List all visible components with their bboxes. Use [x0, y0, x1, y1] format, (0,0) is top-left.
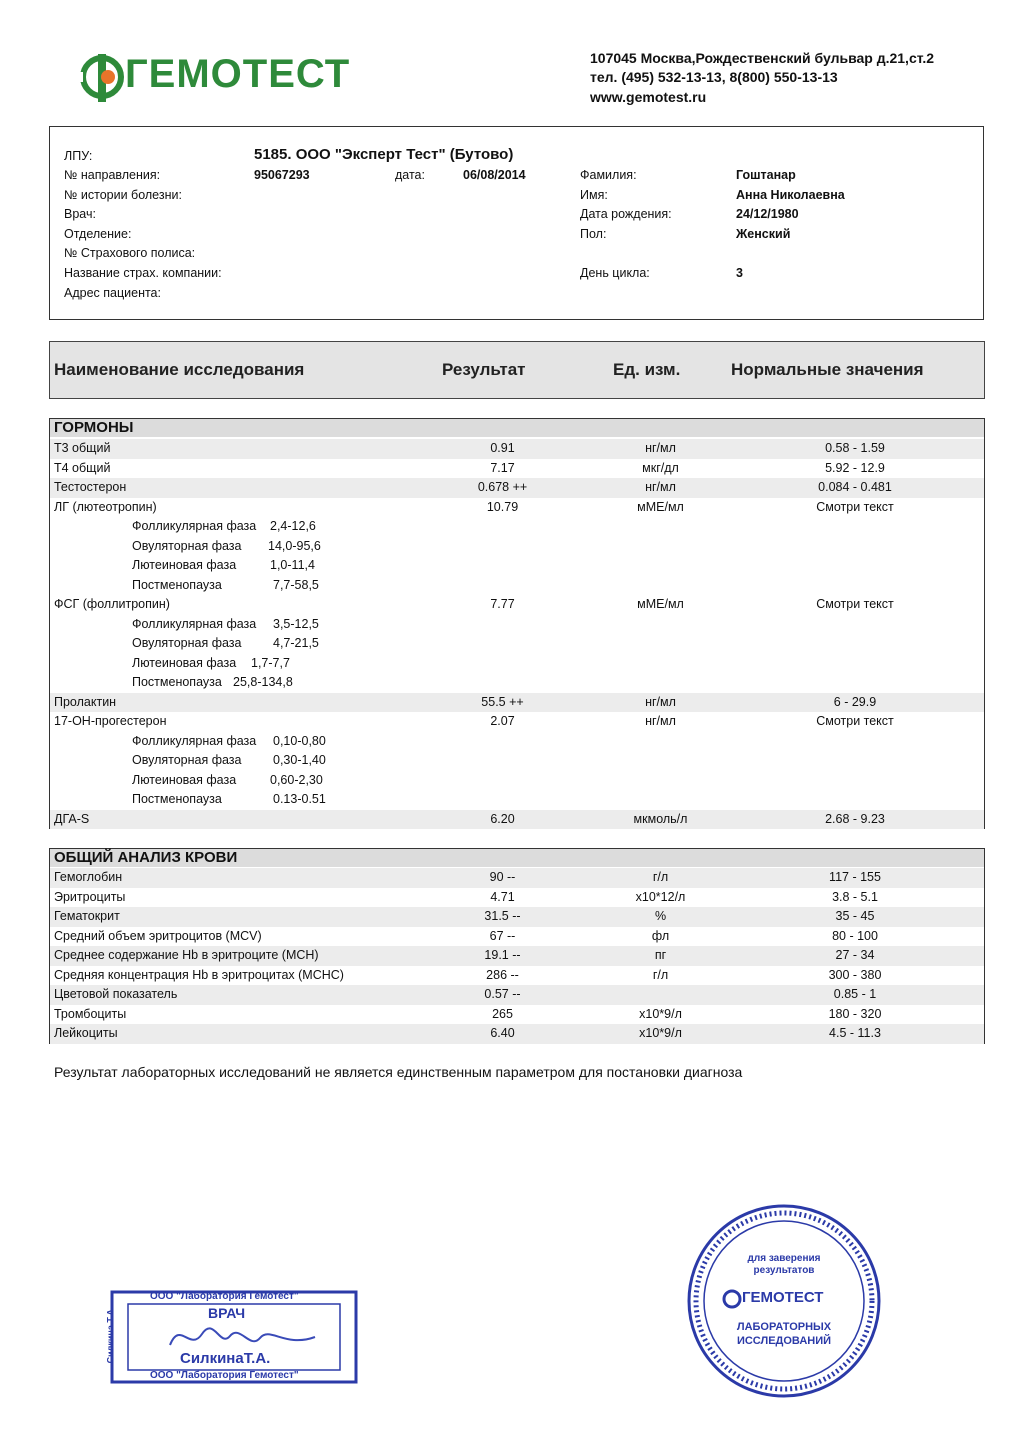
test-unit: фл — [651, 928, 670, 943]
test-result: 2.07 — [490, 714, 515, 728]
test-unit: x10*9/л — [639, 1026, 682, 1040]
sex-label: Пол: — [580, 227, 607, 241]
table-row — [50, 439, 984, 459]
test-norm: 4.5 - 11.3 — [829, 1026, 881, 1040]
round-stamp-bottom-text-2: ИССЛЕДОВАНИЙ — [736, 1335, 832, 1347]
col-norm-header: Нормальные значения — [731, 360, 924, 379]
test-name: 17-OH-прогестерон — [54, 714, 167, 728]
cycle-label: День цикла: — [580, 266, 650, 280]
lab-phone: тел. (495) 532-13-13, 8(800) 550-13-13 — [590, 69, 838, 85]
test-norm: Смотри текст — [816, 597, 894, 611]
table-row — [50, 1005, 984, 1025]
test-name: Лейкоциты — [54, 1026, 118, 1040]
test-norm: 300 - 380 — [828, 967, 882, 982]
test-name: Среднее содержание Hb в эритроците (MCH) — [54, 948, 319, 962]
test-name: Пролактин — [54, 694, 117, 709]
table-row — [50, 907, 984, 927]
table-row — [50, 693, 984, 713]
phase-label: Постменопауза — [132, 792, 222, 806]
test-name: ЛГ (лютеотропин) — [54, 499, 157, 514]
referral-value: 95067293 — [254, 168, 310, 182]
phase-label: Постменопауза — [132, 675, 222, 689]
table-row — [50, 478, 984, 498]
test-name: Эритроциты — [54, 889, 126, 904]
surname-value: Гоштанар — [736, 168, 796, 182]
phase-label: Фолликулярная фаза — [132, 616, 257, 631]
phase-label: Лютеиновая фаза — [132, 772, 237, 787]
test-name: Средняя концентрация Hb в эритроцитах (MCHC) — [54, 967, 344, 982]
test-name: Т3 общий — [54, 441, 111, 455]
phase-range: 0,10-0,80 — [273, 733, 326, 748]
test-unit: % — [654, 909, 667, 923]
stamp-title: ВРАЧ — [208, 1305, 246, 1321]
table-row — [50, 888, 984, 908]
test-unit: г/л — [652, 870, 669, 884]
table-row — [50, 810, 984, 830]
test-norm: 5.92 - 12.9 — [825, 460, 885, 475]
hormones-title: ГОРМОНЫ — [50, 419, 984, 437]
test-norm: Смотри текст — [816, 714, 894, 728]
test-norm: 0.084 - 0.481 — [818, 480, 892, 494]
test-norm: 117 - 155 — [829, 870, 881, 884]
test-norm: 27 - 34 — [835, 948, 875, 962]
phase-range: 1,0-11,4 — [270, 558, 315, 572]
test-result: 10.79 — [486, 499, 519, 514]
stamp-side-text: Силкина Т.А. — [105, 1306, 116, 1364]
phase-range: 4,7-21,5 — [273, 636, 319, 650]
test-result: 0.57 -- — [484, 987, 521, 1001]
test-result: 6.40 — [490, 1026, 515, 1040]
test-norm: 3.8 - 5.1 — [832, 889, 878, 904]
test-norm: 6 - 29.9 — [833, 694, 877, 709]
table-row — [50, 595, 984, 615]
surname-label: Фамилия: — [580, 168, 637, 182]
insurer-label: Название страх. компании: — [64, 266, 222, 280]
test-norm: 0.85 - 1 — [833, 987, 877, 1001]
test-name: Тестостерон — [54, 480, 127, 494]
lpu-value: 5185. ООО "Эксперт Тест" (Бутово) — [254, 146, 514, 163]
test-unit: мкмоль/л — [633, 811, 688, 826]
phase-label: Овуляторная фаза — [132, 636, 242, 650]
phase-range: 0,30-1,40 — [273, 753, 326, 767]
phase-label: Фолликулярная фаза — [132, 519, 257, 533]
policy-label: № Страхового полиса: — [64, 246, 196, 260]
cycle-value: 3 — [736, 266, 743, 280]
phase-range: 0.13-0.51 — [273, 792, 326, 806]
phase-label: Фолликулярная фаза — [132, 733, 257, 748]
phase-label: Лютеиновая фаза — [132, 558, 237, 572]
test-unit: нг/мл — [645, 714, 676, 728]
test-result: 0.678 ++ — [477, 480, 528, 494]
col-unit-header: Ед. изм. — [613, 360, 681, 379]
test-result: 7.77 — [490, 597, 515, 611]
department-label: Отделение: — [64, 227, 132, 241]
test-unit: x10*9/л — [639, 1006, 682, 1021]
test-unit: г/л — [652, 967, 669, 982]
table-row — [50, 927, 984, 947]
lab-address: 107045 Москва,Рождественский бульвар д.21,ст.2 — [590, 50, 935, 66]
date-value: 06/08/2014 — [463, 168, 526, 182]
gemotest-logo-icon — [78, 50, 130, 106]
lab-website: www.gemotest.ru — [590, 89, 707, 105]
blood-title: ОБЩИЙ АНАЛИЗ КРОВИ — [50, 849, 984, 867]
phase-range: 0,60-2,30 — [270, 772, 323, 787]
date-label: дата: — [395, 168, 425, 182]
doctor-stamp — [105, 1290, 358, 1384]
test-result: 31.5 -- — [484, 909, 521, 923]
test-norm: 180 - 320 — [828, 1006, 882, 1021]
col-name-header: Наименование исследования — [54, 360, 305, 379]
phase-range: 14,0-95,6 — [268, 538, 321, 553]
phase-label: Лютеиновая фаза — [132, 655, 237, 670]
test-result: 4.71 — [490, 889, 515, 904]
table-row — [50, 966, 984, 986]
table-row — [50, 946, 984, 966]
patient-address-label: Адрес пациента: — [64, 286, 161, 300]
phase-range: 3,5-12,5 — [273, 616, 319, 631]
test-unit: нг/мл — [645, 694, 676, 709]
test-norm: 0.58 - 1.59 — [825, 441, 885, 455]
history-label: № истории болезни: — [64, 188, 182, 202]
test-unit: нг/мл — [645, 441, 676, 455]
phase-range: 2,4-12,6 — [270, 519, 316, 533]
table-row — [50, 712, 984, 732]
col-result-header: Результат — [442, 360, 526, 379]
phase-range: 25,8-134,8 — [233, 675, 293, 689]
test-name: Гемоглобин — [54, 870, 123, 884]
phase-range: 7,7-58,5 — [273, 577, 319, 592]
name-label: Имя: — [580, 188, 608, 202]
test-name: Тромбоциты — [54, 1006, 127, 1021]
lab-round-stamp — [686, 1203, 882, 1399]
disclaimer-text: Результат лабораторных исследований не является единственным параметром для постановки диагноза — [54, 1064, 743, 1080]
test-result: 67 -- — [489, 928, 516, 943]
test-norm: 80 - 100 — [832, 928, 878, 943]
test-result: 7.17 — [490, 460, 515, 475]
blood-section — [49, 848, 985, 1044]
round-stamp-brand: ГЕМОТЕСТ — [742, 1289, 824, 1306]
test-result: 19.1 -- — [484, 948, 521, 962]
test-name: ФСГ (фоллитропин) — [54, 597, 170, 611]
dob-label: Дата рождения: — [580, 207, 672, 221]
phase-label: Постменопауза — [132, 577, 222, 592]
test-result: 286 -- — [486, 967, 519, 982]
lpu-label: ЛПУ: — [64, 149, 93, 163]
test-norm: Смотри текст — [816, 499, 894, 514]
round-stamp-top-text-2: результатов — [753, 1265, 815, 1276]
phase-label: Овуляторная фаза — [132, 753, 242, 767]
round-stamp-bottom-text: ЛАБОРАТОРНЫХ — [736, 1321, 832, 1333]
test-unit: мМЕ/мл — [637, 499, 684, 514]
patient-info-box — [49, 126, 984, 320]
test-name: Гематокрит — [54, 909, 120, 923]
test-result: 265 — [492, 1006, 513, 1021]
stamp-name: СилкинаТ.А. — [180, 1350, 271, 1367]
test-name: Средний объем эритроцитов (MCV) — [54, 928, 262, 943]
test-unit: мкг/дл — [642, 460, 679, 475]
test-norm: 35 - 45 — [835, 909, 875, 923]
table-row — [50, 985, 984, 1005]
brand-name: ГЕМОТЕСТ — [125, 52, 351, 96]
round-stamp-top-text: для заверения — [747, 1253, 821, 1264]
test-name: Т4 общий — [54, 460, 111, 475]
phase-label: Овуляторная фаза — [132, 538, 242, 553]
referral-label: № направления: — [64, 168, 161, 182]
table-row — [50, 459, 984, 479]
test-norm: 2.68 - 9.23 — [825, 811, 885, 826]
table-row — [50, 868, 984, 888]
test-result: 0.91 — [490, 441, 515, 455]
test-result: 6.20 — [490, 811, 515, 826]
table-row — [50, 498, 984, 518]
dob-value: 24/12/1980 — [736, 207, 799, 221]
test-unit: нг/мл — [645, 480, 676, 494]
doctor-label: Врач: — [64, 207, 96, 221]
stamp-bottom-text: ООО "Лаборатория Гемотест" — [150, 1370, 299, 1381]
test-name: ДГА-S — [54, 811, 90, 826]
test-unit: x10*12/л — [635, 889, 686, 904]
test-result: 90 -- — [489, 870, 516, 884]
hormones-section — [49, 418, 985, 829]
sex-value: Женский — [736, 227, 791, 241]
stamp-top-text: ООО "Лаборатория Гемотест" — [150, 1291, 299, 1302]
name-value: Анна Николаевна — [736, 188, 845, 202]
test-unit: мМЕ/мл — [637, 597, 684, 611]
table-row — [50, 1024, 984, 1044]
test-result: 55.5 ++ — [481, 694, 524, 709]
test-name: Цветовой показатель — [54, 987, 178, 1001]
test-unit: пг — [654, 948, 667, 962]
phase-range: 1,7-7,7 — [251, 655, 290, 670]
